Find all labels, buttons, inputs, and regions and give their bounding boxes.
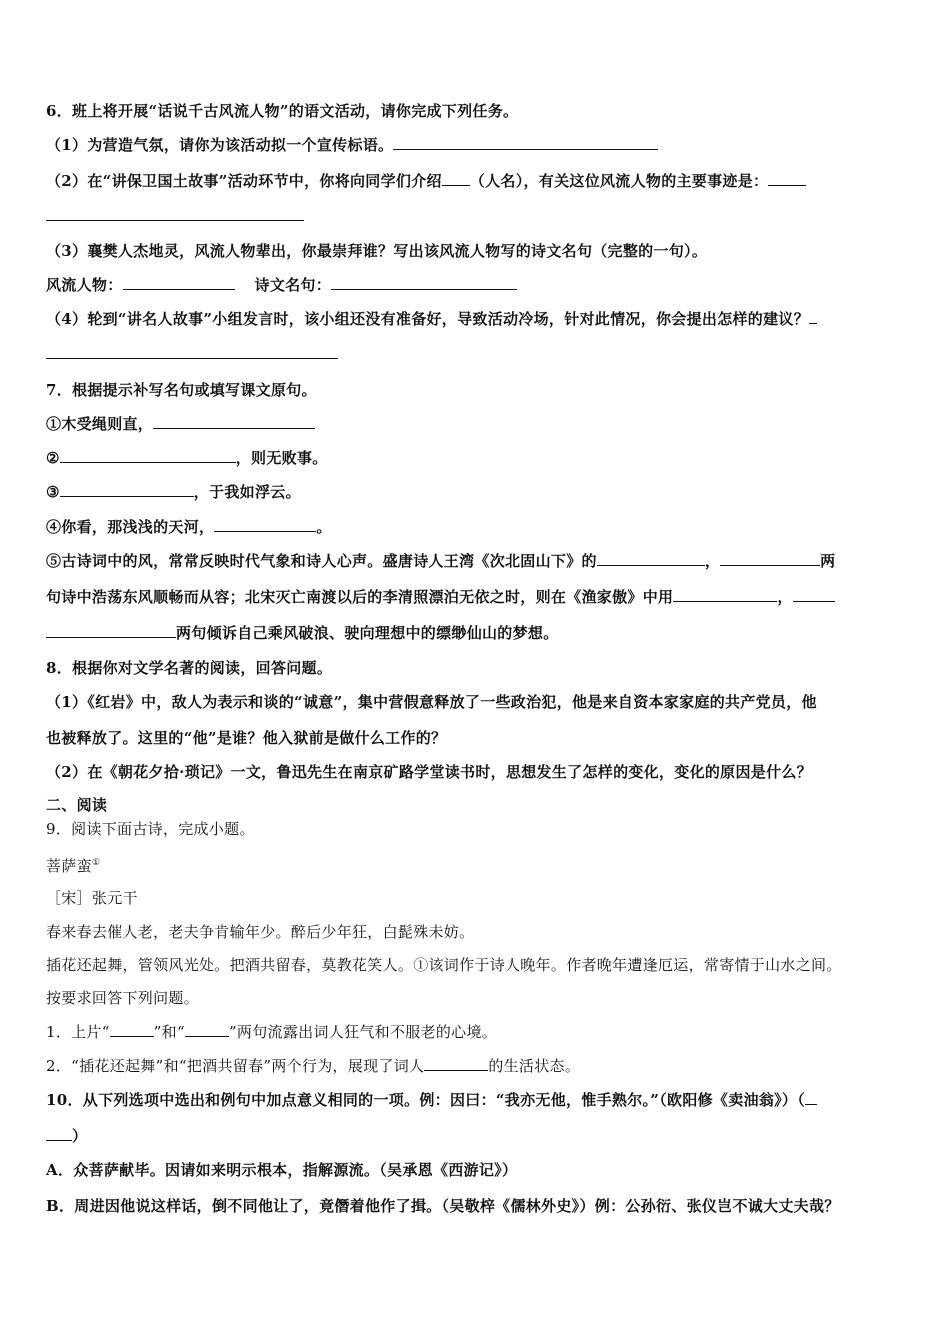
q7-item3-blank[interactable] [60, 482, 194, 497]
q6-suggest-blank[interactable] [809, 309, 817, 324]
q6-poem-blank[interactable] [331, 275, 517, 290]
q7-stem: 7．根据提示补写名句或填写课文原句。 [46, 381, 317, 399]
q9-stem: 9．阅读下面古诗，完成小题。 [46, 820, 255, 838]
q6-part3-answers [46, 275, 517, 295]
q7-item3-mark: ③ [46, 483, 60, 501]
q8-part1-line2: 也被释放了。这里的“他”是谁？他入狱前是做什么工作的？ [46, 729, 447, 747]
q6-person-blank[interactable] [123, 275, 235, 290]
q7-item4-tail: 。 [316, 518, 332, 536]
q7-item2-mark: ② [46, 449, 60, 467]
q7-item5-comma1: ， [704, 552, 721, 570]
q9-poem-title [46, 853, 100, 876]
q6-part4 [46, 309, 817, 329]
q7-item4 [46, 517, 332, 537]
q6-part2 [46, 171, 806, 191]
q6-part2-continuation [46, 206, 304, 226]
q10-stem-text: 10．从下列选项中选出和例句中加点意义相同的一项。例：因曰：“我亦无他，惟手熟尔。”（欧阳修《卖油翁》）（ [46, 1091, 806, 1109]
q7-item4-text: ④你看，那浅浅的天河， [46, 518, 215, 536]
q7-item5-text-a: ⑤古诗词中的风，常常反映时代气象和诗人心声。盛唐诗人王湾《次北固山下》的 [46, 552, 597, 570]
q7-item5-text-b: 句诗中浩荡东风顺畅而从容；北宋灭亡南渡以后的李清照漂泊无依之时，则在《渔家傲》中用 [46, 588, 674, 606]
q9-poem-title-text: 菩萨蛮 [46, 857, 92, 875]
q7-item4-blank[interactable] [214, 517, 316, 532]
q6-deeds-blank[interactable] [768, 171, 806, 186]
q10-answer-blank[interactable] [805, 1090, 817, 1105]
q9-poem-line1: 春来春去催人老，老夫争肯输年少。醉后少年狂，白髭殊未妨。 [46, 923, 475, 941]
q9-sub2-text-b: 的生活状态。 [488, 1057, 581, 1075]
q7-item5-tail1: 两 [820, 552, 836, 570]
q6-part3: （3）襄樊人杰地灵，风流人物辈出，你最崇拜谁？写出该风流人物写的诗文名句（完整的一句）。 [46, 242, 708, 260]
q9-sub2-text-a: 2．“插花还起舞”和“把酒共留春”两个行为，展现了词人 [46, 1057, 425, 1075]
q6-suggest-blank-cont[interactable] [46, 344, 338, 359]
q6-deeds-blank-cont[interactable] [46, 206, 304, 221]
q10-answer-blank-cont[interactable] [46, 1126, 72, 1141]
q6-part1-text: （1）为营造气氛，请你为该活动拟一个宣传标语。 [46, 136, 394, 154]
q6-part4-continuation [46, 344, 338, 364]
q7-item5-line1 [46, 551, 835, 571]
q7-item5-line3 [46, 623, 559, 643]
q7-item3 [46, 482, 301, 502]
q7-item5-blank4[interactable] [793, 587, 835, 602]
q6-part2-text-a: （2）在“讲保卫国土故事”活动环节中，你将向同学们介绍 [46, 172, 442, 190]
q6-poem-label: 诗文名句： [254, 276, 332, 294]
q7-item5-text-c: 两句倾诉自己乘风破浪、驶向理想中的缥缈仙山的梦想。 [176, 624, 559, 642]
q9-sub1-blank1[interactable] [110, 1022, 154, 1037]
q9-poem-title-note: ① [91, 858, 101, 868]
q7-item5-line2 [46, 587, 835, 607]
q7-item2 [46, 448, 328, 468]
q9-sub2 [46, 1056, 580, 1076]
q7-item2-tail: ，则无败事。 [235, 449, 328, 467]
q10-option-b: B．周进因他说这样话，倒不同他让了，竟僭着他作了揖。（吴敬梓《儒林外史》）例：公孙衍、张仪岂不诚大丈夫哉？ [46, 1197, 840, 1215]
q9-sub1-blank2[interactable] [185, 1022, 229, 1037]
q7-item1-blank[interactable] [153, 414, 315, 429]
q7-item1 [46, 414, 315, 434]
q7-item5-blank2[interactable] [720, 551, 820, 566]
q6-part2-text-b: （人名），有关这位风流人物的主要事迹是： [469, 172, 769, 190]
q6-person-label: 风流人物： [46, 276, 123, 294]
q8-part2: （2）在《朝花夕拾·琐记》一文，鲁迅先生在南京矿路学堂读书时，思想发生了怎样的变化，变化的原因是什么？ [46, 763, 812, 781]
q9-poem-line2: 插花还起舞，管领风光处。把酒共留春，莫教花笑人。①该词作于诗人晚年。作者晚年遭逢厄运，常寄情于山水之间。 [46, 956, 842, 974]
q9-sub1-text-c: ”两句流露出词人狂气和不服老的心境。 [228, 1023, 498, 1041]
q7-item5-blank1[interactable] [597, 551, 705, 566]
q6-part4-text: （4）轮到“讲名人故事”小组发言时，该小组还没有准备好，导致活动冷场，针对此情况，你会提出怎样的建议？ [46, 310, 809, 328]
q10-stem-continuation [46, 1126, 87, 1146]
q6-stem: 6．班上将开展“话说千古风流人物”的语文活动，请你完成下列任务。 [46, 102, 519, 120]
q10-option-a: A．众菩萨献毕。因请如来明示根本，指解源流。（吴承恩《西游记》） [46, 1161, 518, 1179]
q7-item5-comma2: ， [777, 588, 793, 606]
q6-slogan-blank[interactable] [393, 135, 658, 150]
q7-item2-blank[interactable] [60, 448, 236, 463]
q9-sub1-text-a: 1．上片“ [46, 1023, 110, 1041]
q7-item5-blank3[interactable] [673, 587, 777, 602]
q9-sub2-blank[interactable] [424, 1056, 488, 1071]
q7-item1-text: ①木受绳则直， [46, 415, 154, 433]
q10-stem [46, 1090, 817, 1110]
q7-item3-tail: ，于我如浮云。 [193, 483, 301, 501]
q9-poem-author: ［宋］张元干 [46, 889, 138, 907]
q10-stem-end: ） [72, 1127, 88, 1145]
q6-part1 [46, 135, 658, 155]
q9-sub1-text-b: ”和“ [153, 1023, 185, 1041]
q8-part1-line1: （1）《红岩》中，敌人为表示和谈的“诚意”，集中营假意释放了一些政治犯，他是来自资本家家庭的共产党员，他 [46, 693, 817, 711]
q7-item5-blank4-cont[interactable] [46, 623, 176, 638]
q8-stem: 8．根据你对文学名著的阅读，回答问题。 [46, 659, 333, 677]
section-heading: 二、阅读 [46, 796, 108, 814]
q9-instruction: 按要求回答下列问题。 [46, 989, 200, 1007]
q6-name-blank[interactable] [442, 171, 470, 186]
q9-sub1 [46, 1022, 497, 1042]
